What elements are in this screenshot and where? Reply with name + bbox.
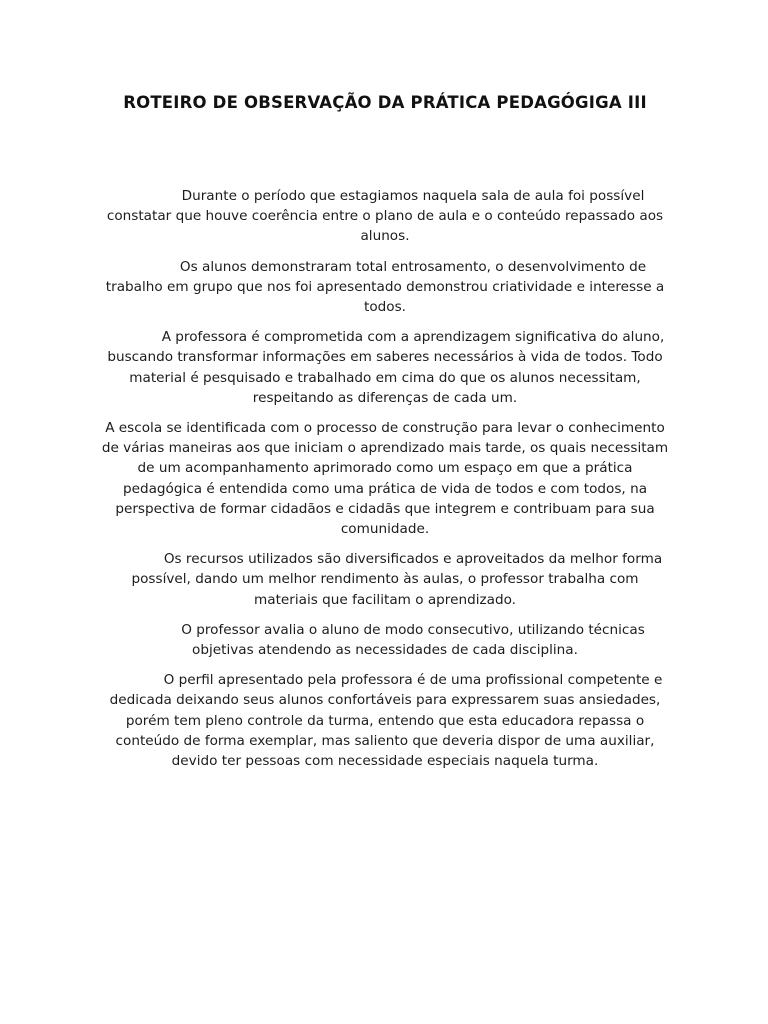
- paragraph-alunos: Os alunos demonstraram total entrosamento, o desenvolvimento de trabalho em grupo que nos foi apresentado demonstrou criatividade e interesse a todos.: [105, 258, 665, 316]
- document-title: ROTEIRO DE OBSERVAÇÃO DA PRÁTICA PEDAGÓGIGA III: [123, 93, 647, 112]
- paragraph-recursos: Os recursos utilizados são diversificados e aproveitados da melhor forma possível, dando um melhor rendimento às aulas, o professor trabalha com materiais que facilitam o aprendizado.: [131, 551, 663, 608]
- paragraph-estagio: Durante o período que estagiamos naquela sala de aula foi possível constatar que houve coerência entre o plano de aula e o conteúdo repassado aos alunos.: [106, 188, 664, 245]
- paragraph-avaliacao: O professor avalia o aluno de modo consecutivo, utilizando técnicas objetivas atendendo as necessidades de cada disciplina.: [181, 621, 645, 659]
- paragraph-professora: A professora é comprometida com a aprendizagem significativa do aluno, buscando transformar informações em saberes necessários à vida de todos. Todo material é pesquisado e trabalhado em cima do que os alunos necessitam, respeitando as diferenças de cada um.: [107, 329, 665, 406]
- document-body: [100, 186, 670, 781]
- paragraph-perfil: O perfil apresentado pela professora é de uma profissional competente e dedicada deixando seus alunos confortáveis para expressarem suas ansiedades, porém tem pleno controle da turma, entendo que esta educadora repassa o conteúdo de forma exemplar, mas saliento que deveria dispor de uma auxiliar, devido ter pessoas com necessidade especiais naquela turma.: [109, 672, 663, 770]
- paragraph-escola: A escola se identificada com o processo de construção para levar o conhecimento de várias maneiras aos que iniciam o aprendizado mais tarde, os quais necessitam de um acompanhamento aprimorado como um espaço em que a prática pedagógica é entendida como uma prática de vida de todos e com todos, na perspectiva de formar cidadãos e cidadãs que integrem e contribuam para sua comunidade.: [101, 420, 669, 538]
